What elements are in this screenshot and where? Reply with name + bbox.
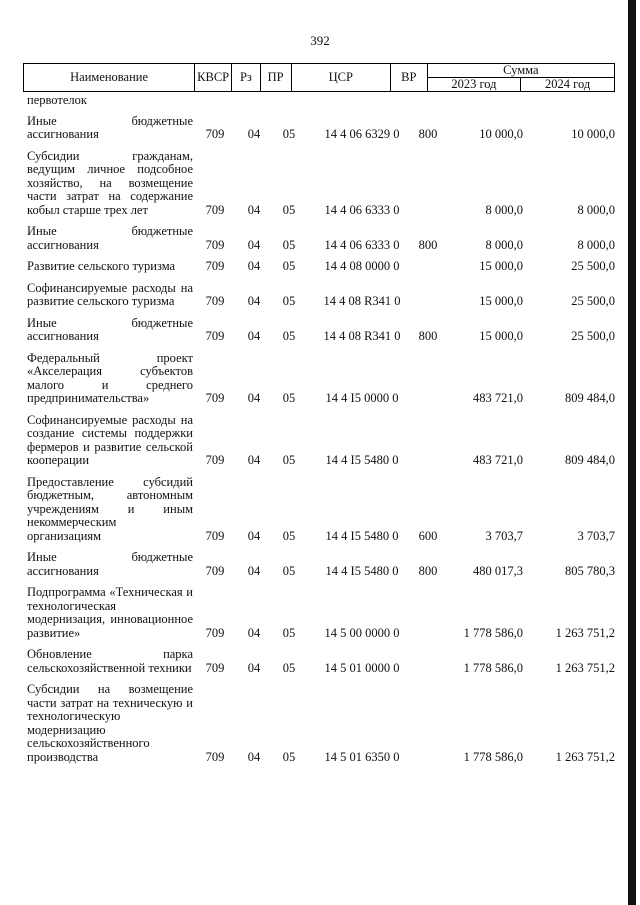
row-name: Субсидии на возмещение части затрат на техническую и технологическую модернизацию сельскохозяйственного производства: [27, 682, 193, 764]
row-pr: 05: [282, 237, 296, 252]
row-pr: 05: [282, 202, 296, 217]
row-name: Обновление парка сельскохозяйственной техники: [27, 647, 193, 675]
row-kvsr: 709: [205, 563, 225, 578]
row-kvsr: 709: [205, 660, 225, 675]
header-csr: ЦСР: [291, 64, 391, 92]
row-csr: 14 5 01 0000 0: [324, 660, 400, 675]
row-vr: 800: [418, 127, 438, 141]
row-rz: 04: [247, 528, 261, 543]
row-sum-2023: 15 000,0: [479, 294, 523, 308]
row-kvsr: 709: [205, 391, 225, 405]
row-sum-2024: 1 263 751,2: [555, 749, 615, 764]
row-kvsr: 709: [205, 528, 225, 543]
row-sum-2023: 15 000,0: [479, 329, 523, 343]
row-rz: 04: [247, 563, 261, 578]
header-year-2023: 2023 год: [427, 78, 521, 92]
header-rz: Рз: [232, 64, 261, 92]
row-sum-2023: 10 000,0: [479, 127, 523, 141]
row-sum-2023: 15 000,0: [479, 259, 523, 273]
row-csr: 14 4 06 6329 0: [324, 127, 400, 141]
row-csr: 14 4 I5 5480 0: [325, 563, 399, 578]
row-vr: 800: [418, 237, 438, 252]
row-kvsr: 709: [205, 202, 225, 217]
header-vr: ВР: [391, 64, 428, 92]
row-kvsr: 709: [205, 294, 225, 308]
row-name: Иные бюджетные ассигнования: [27, 550, 193, 578]
row-csr: 14 4 08 R341 0: [323, 329, 401, 343]
row-rz: 04: [247, 259, 261, 273]
row-csr: 14 4 06 6333 0: [324, 237, 400, 252]
row-sum-2023: 1 778 586,0: [463, 625, 523, 640]
row-rz: 04: [247, 202, 261, 217]
row-rz: 04: [247, 127, 261, 141]
row-pr: 05: [282, 453, 296, 467]
table-header: [23, 63, 615, 92]
header-year-2024: 2024 год: [521, 78, 615, 92]
row-csr: 14 4 06 6333 0: [324, 202, 400, 217]
table-row: [27, 94, 615, 108]
row-vr: 800: [418, 329, 438, 343]
row-sum-2024: 3 703,7: [577, 528, 615, 543]
header-name: Наименование: [24, 64, 195, 92]
row-sum-2023: 1 778 586,0: [463, 749, 523, 764]
page-number: 392: [310, 33, 330, 48]
row-kvsr: 709: [205, 259, 225, 273]
row-sum-2024: 10 000,0: [571, 127, 615, 141]
row-pr: 05: [282, 563, 296, 578]
row-sum-2023: 8 000,0: [485, 237, 523, 252]
row-kvsr: 709: [205, 127, 225, 141]
row-name: Федеральный проект «Акселерация субъектов малого и среднего предпринимательства»: [27, 350, 193, 405]
row-pr: 05: [282, 294, 296, 308]
table-row: [27, 352, 615, 406]
row-sum-2024: 1 263 751,2: [555, 660, 615, 675]
row-name: Предоставление субсидий бюджетным, автономным учреждениям и иным некоммерческим организациям: [27, 474, 193, 543]
row-name: Софинансируемые расходы на создание системы поддержки фермеров и развитие сельской кооперации: [27, 412, 193, 467]
table-row: [27, 260, 615, 274]
row-kvsr: 709: [205, 237, 225, 252]
row-sum-2023: 1 778 586,0: [463, 660, 523, 675]
table-row: [27, 282, 615, 309]
row-pr: 05: [282, 749, 296, 764]
row-vr: 600: [418, 528, 438, 543]
table-row: [27, 476, 615, 544]
header-pr: ПР: [260, 64, 291, 92]
table-row: [27, 551, 615, 578]
table-row: [27, 683, 615, 764]
row-pr: 05: [282, 660, 296, 675]
row-name: Иные бюджетные ассигнования: [27, 315, 193, 343]
table-row: [27, 317, 615, 344]
row-name: Развитие сельского туризма: [27, 259, 176, 273]
row-rz: 04: [247, 660, 261, 675]
table-row: [27, 648, 615, 675]
row-name: Иные бюджетные ассигнования: [27, 113, 193, 141]
row-sum-2024: 8 000,0: [577, 202, 615, 217]
row-name: первотелок: [27, 93, 87, 107]
row-rz: 04: [247, 294, 261, 308]
row-name: Субсидии гражданам, ведущим личное подсобное хозяйство, на возмещение части затрат на содержание кобыл старше трех лет: [27, 148, 193, 217]
row-kvsr: 709: [205, 453, 225, 467]
page-edge-shadow: [628, 0, 636, 905]
row-name: Софинансируемые расходы на развитие сельского туризма: [27, 280, 193, 308]
row-csr: 14 4 I5 5480 0: [325, 528, 399, 543]
row-sum-2024: 1 263 751,2: [555, 625, 615, 640]
header-sum: Сумма: [427, 64, 614, 78]
row-rz: 04: [247, 625, 261, 640]
row-pr: 05: [282, 329, 296, 343]
row-pr: 05: [282, 259, 296, 273]
row-rz: 04: [247, 329, 261, 343]
table-row: [27, 115, 615, 142]
row-csr: 14 4 I5 0000 0: [325, 391, 399, 405]
row-sum-2024: 809 484,0: [565, 391, 615, 405]
table-row: [27, 225, 615, 252]
row-csr: 14 4 08 0000 0: [324, 259, 400, 273]
row-vr: 800: [418, 563, 438, 578]
row-sum-2023: 3 703,7: [485, 528, 523, 543]
row-csr: 14 5 00 0000 0: [324, 625, 400, 640]
table-row: [27, 586, 615, 640]
row-csr: 14 4 I5 5480 0: [325, 453, 399, 467]
row-sum-2024: 25 500,0: [571, 259, 615, 273]
row-rz: 04: [247, 453, 261, 467]
row-sum-2024: 8 000,0: [577, 237, 615, 252]
budget-table-body: [27, 94, 615, 772]
header-kvsr: КВСР: [195, 64, 232, 92]
row-sum-2023: 483 721,0: [473, 453, 523, 467]
row-sum-2023: 483 721,0: [473, 391, 523, 405]
row-rz: 04: [247, 391, 261, 405]
row-name: Подпрограмма «Техническая и технологическая модернизация, инновационное развитие»: [27, 585, 193, 640]
row-sum-2024: 25 500,0: [571, 294, 615, 308]
row-pr: 05: [282, 391, 296, 405]
row-rz: 04: [247, 237, 261, 252]
row-rz: 04: [247, 749, 261, 764]
row-sum-2024: 805 780,3: [565, 563, 615, 578]
row-kvsr: 709: [205, 749, 225, 764]
row-pr: 05: [282, 127, 296, 141]
row-kvsr: 709: [205, 625, 225, 640]
row-name: Иные бюджетные ассигнования: [27, 224, 193, 252]
row-sum-2023: 8 000,0: [485, 202, 523, 217]
table-row: [27, 414, 615, 468]
row-sum-2024: 25 500,0: [571, 329, 615, 343]
row-csr: 14 5 01 6350 0: [324, 749, 400, 764]
row-pr: 05: [282, 528, 296, 543]
row-csr: 14 4 08 R341 0: [323, 294, 401, 308]
row-sum-2024: 809 484,0: [565, 453, 615, 467]
row-kvsr: 709: [205, 329, 225, 343]
row-pr: 05: [282, 625, 296, 640]
row-sum-2023: 480 017,3: [473, 563, 523, 578]
table-row: [27, 150, 615, 218]
